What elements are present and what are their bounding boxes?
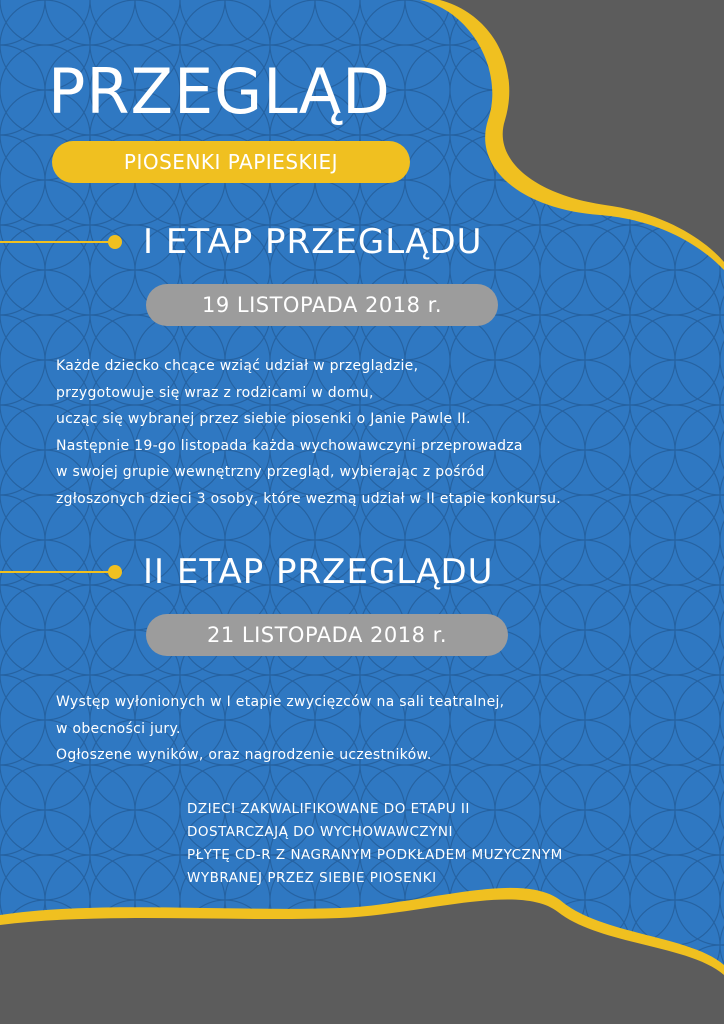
stage1-line: przygotowuje się wraz z rodzicami w domu, [56,384,374,401]
stage1-date: 19 LISTOPADA 2018 r. [201,293,442,317]
stage2-date-badge [146,614,508,656]
subtitle-text: PIOSENKI PAPIESKIEJ [123,150,339,174]
stage1-line: ucząc się wybranej przez siebie piosenki o Janie Pawle II. [56,411,471,427]
cd-notice [187,798,563,890]
stage2-line: Ogłoszene wyników, oraz nagrodzenie uczestników. [56,747,432,763]
stage1-line: w swojej grupie wewnętrzny przegląd, wybierając z pośród [56,464,485,480]
stage2-line: Występ wyłonionych w I etapie zwycięzców na sali teatralnej, [56,694,505,710]
poster-title: PRZEGLĄD [48,55,391,128]
stage1-line: Następnie 19-go listopada każda wychowawczyni przeprowadza [56,437,523,454]
stage2-date: 21 LISTOPADA 2018 r. [206,623,447,647]
notice-line: DOSTARCZAJĄ DO WYCHOWAWCZYNI [187,824,453,840]
notice-line: WYBRANEJ PRZEZ SIEBIE PIOSENKI [187,870,437,886]
subtitle-badge [52,141,410,183]
stage2-connector-line [0,571,112,573]
notice-line: DZIECI ZAKWALIFIKOWANE DO ETAPU II [187,801,470,817]
stage1-line: Każde dziecko chcące wziąć udział w przeglądzie, [56,358,419,374]
stage2-bullet-dot [108,565,122,579]
stage1-line: zgłoszonych dzieci 3 osoby, które wezmą udział w II etapie konkursu. [56,490,562,507]
stage1-date-badge [146,284,498,326]
stage1-bullet-dot [108,235,122,249]
stage1-connector-line [0,241,112,243]
stage2-title: II ETAP PRZEGLĄDU [143,552,494,592]
notice-line: PŁYTĘ CD-R Z NAGRANYM PODKŁADEM MUZYCZNYM [187,847,563,863]
stage2-line: w obecności jury. [56,720,181,737]
stage2-description [56,689,504,769]
stage1-description [56,353,561,512]
stage1-title: I ETAP PRZEGLĄDU [143,222,483,262]
